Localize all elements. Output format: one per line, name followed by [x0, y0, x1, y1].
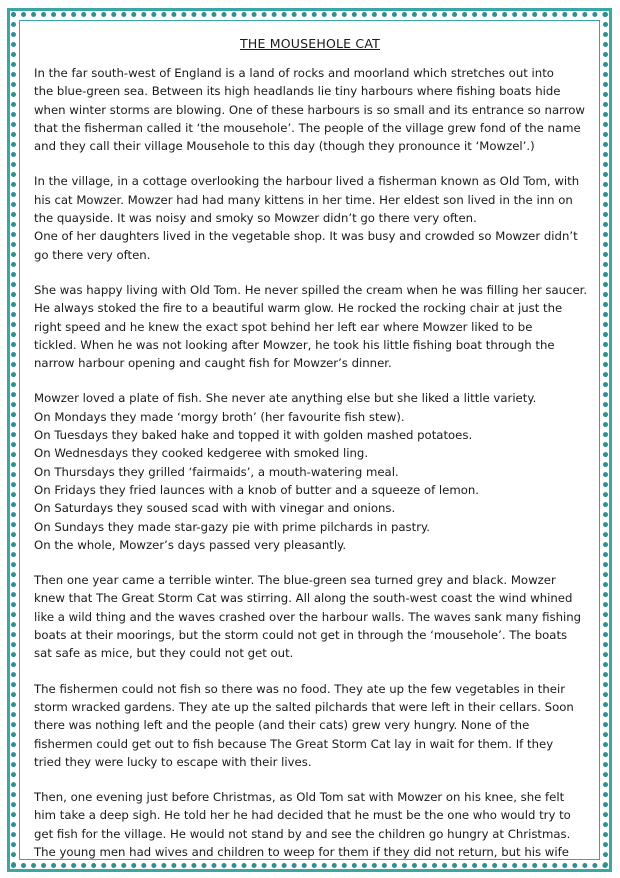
text-line: and they call their village Mousehole to this day (though they pronounce it ‘Mowzel’.): [34, 139, 535, 154]
text-line: sat safe as mice, but they could not get out.: [34, 646, 294, 661]
text-line: the quayside. It was noisy and smoky so Mowzer didn’t go there very often.: [34, 211, 477, 226]
text-line: In the village, in a cottage overlooking the harbour lived a fisherman known as Old Tom, with: [34, 174, 580, 189]
text-line: On Sundays they made star-gazy pie with prime pilchards in pastry.: [34, 519, 430, 534]
text-line: narrow harbour opening and caught fish for Mowzer’s dinner.: [34, 356, 392, 371]
text-line: tried they were lucky to escape with their lives.: [34, 754, 312, 769]
document-title: THE MOUSEHOLE CAT: [240, 36, 380, 51]
paragraph-list: [34, 64, 586, 861]
text-line: In the far south-west of England is a land of rocks and moorland which stretches out into: [34, 66, 554, 80]
text-line: the blue-green sea. Between its high headlands lie tiny harbours where fishing boats hide: [34, 84, 561, 99]
paragraph: [34, 680, 586, 771]
text-line: Then one year came a terrible winter. The blue-green sea turned grey and black. Mowzer: [34, 573, 556, 588]
text-line: He always stoked the fire to a beautiful warm glow. He rocked the rocking chair at just the: [34, 301, 563, 316]
text-line: there was nothing left and the people (and their cats) grew very hungry. None of the: [34, 718, 530, 733]
paragraph: [34, 389, 586, 554]
text-line: Mowzer loved a plate of fish. She never ate anything else but she liked a little variety.: [34, 391, 537, 406]
text-line: On Wednesdays they cooked kedgeree with smoked ling.: [34, 446, 369, 461]
text-line: She was happy living with Old Tom. He never spilled the cream when he was filling her saucer.: [34, 282, 588, 297]
text-line: like a wild thing and the waves crashed over the harbour walls. The waves sank many fishing: [34, 609, 582, 624]
text-line: fishermen could get out to fish because The Great Storm Cat lay in wait for them. If they: [34, 736, 554, 751]
text-line: Then, one evening just before Christmas, as Old Tom sat with Mowzer on his knee, she felt: [34, 790, 565, 805]
text-line: knew that The Great Storm Cat was stirring. All along the south-west coast the wind whined: [34, 591, 573, 606]
text-line: that the fisherman called it ‘the mousehole’. The people of the village grew fond of the name: [34, 120, 581, 135]
text-line: The fishermen could not fish so there was no food. They ate up the few vegetables in their: [34, 681, 566, 696]
paragraph: [34, 571, 586, 662]
text-line: him take a deep sigh. He told her he had decided that he must be the one who would try to: [34, 808, 571, 823]
text-line: On the whole, Mowzer’s days passed very pleasantly.: [34, 537, 347, 552]
text-line: The young men had wives and children to weep for them if they did not return, but his wife: [34, 844, 569, 859]
text-line: On Mondays they made ‘morgy broth’ (her favourite fish stew).: [34, 409, 405, 424]
text-line: On Thursdays they grilled ‘fairmaids’, a mouth-watering meal.: [34, 464, 399, 479]
text-line: go there very often.: [34, 247, 151, 262]
text-line: On Fridays they fried launces with a knob of butter and a squeeze of lemon.: [34, 482, 480, 497]
paragraph: [34, 172, 586, 263]
text-line: boats at their moorings, but the storm could not get in through the ‘mousehole’. The boats: [34, 628, 568, 643]
paragraph: [34, 64, 586, 155]
text-line: right speed and he knew the exact spot behind her left ear where Mowzer liked to be: [34, 319, 533, 334]
text-line: On Saturdays they soused scad with with vinegar and onions.: [34, 501, 396, 516]
text-line: storm wracked gardens. They ate up the salted pilchards that were left in their cellars. Soon: [34, 699, 574, 714]
document-body: [34, 36, 586, 878]
text-line: tickled. When he was not looking after Mowzer, he took his little fishing boat through the: [34, 337, 555, 352]
paragraph: [34, 788, 586, 861]
text-line: get fish for the village. He would not stand by and see the children go hungry at Christmas.: [34, 826, 571, 841]
text-line: his cat Mowzer. Mowzer had had many kittens in her time. Her eldest son lived in the inn on: [34, 192, 573, 207]
paragraph: [34, 281, 586, 372]
text-line: On Tuesdays they baked hake and topped it with golden mashed potatoes.: [34, 428, 473, 443]
text-line: One of her daughters lived in the vegetable shop. It was busy and crowded so Mowzer didn’t: [34, 229, 578, 244]
text-line: when winter storms are blowing. One of these harbours is so small and its entrance so narrow: [34, 102, 585, 117]
